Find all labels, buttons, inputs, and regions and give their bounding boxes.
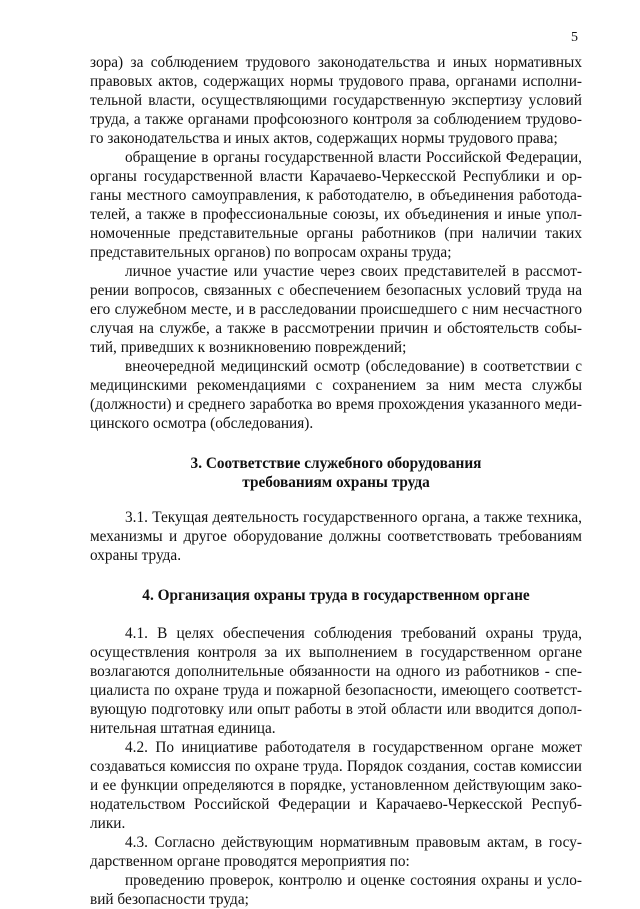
- text-line: органы государственной власти Карачаево-Черкесской Республики и ор-: [90, 168, 582, 185]
- text-line: создаваться комиссия по охране труда. Порядок создания, состав комиссии: [90, 758, 582, 775]
- paragraph-4-3: [90, 833, 582, 871]
- text-line: циалиста по охране труда и пожарной безопасности, имеющего соответст-: [90, 682, 582, 699]
- text-line: личное участие или участие через своих представителей в рассмот-: [125, 263, 582, 280]
- paragraph-medical-examination: [90, 357, 582, 433]
- text-line: ганы местного самоуправления, к работодателю, в объединения работода-: [90, 187, 582, 204]
- text-line: зора) за соблюдением трудового законодательства и иных нормативных: [90, 54, 582, 71]
- text-line: лики.: [90, 815, 126, 832]
- text-line: медицинскими рекомендациями с сохранением за ним места службы: [90, 377, 582, 394]
- text-line: дарственном органе проводятся мероприятия по:: [90, 853, 410, 870]
- text-line: номоченные представительные органы работников (при наличии таких: [90, 225, 582, 242]
- paragraph-3-1: [90, 508, 582, 565]
- text-line: 4.3. Согласно действующим нормативным правовым актам, в госу-: [125, 834, 582, 851]
- heading-line: 4. Организация охраны труда в государственном органе: [142, 587, 530, 604]
- text-line: осуществления контроля за их выполнением в государственном органе: [90, 644, 582, 661]
- text-line: цинского осмотра (обследования).: [90, 415, 314, 432]
- text-line: нительная штатная единица.: [90, 720, 276, 737]
- text-line: вующую подготовку или опыт работы в этой области или вводится допол-: [90, 701, 582, 718]
- section-4-heading: [90, 586, 582, 605]
- text-line: го законодательства и иных актов, содержащих нормы трудового права;: [90, 130, 558, 147]
- text-line: тельной власти, осуществляющими государственную экспертизу условий: [90, 92, 582, 109]
- heading-line: требованиям охраны труда: [242, 474, 430, 491]
- text-line: возлагаются дополнительные обязанности на одного из работников - спе-: [90, 663, 582, 680]
- paragraph-4-1: [90, 624, 582, 738]
- document-body: [90, 53, 582, 909]
- text-line: механизмы и другое оборудование должны соответствовать требованиям: [90, 528, 582, 545]
- paragraph-4-2: [90, 738, 582, 833]
- text-line: 4.2. По инициативе работодателя в государственном органе может: [125, 739, 582, 756]
- text-line: (должности) и среднего заработка во время прохождения указанного меди-: [90, 396, 582, 413]
- text-line: 3.1. Текущая деятельность государственного органа, а также техника,: [125, 509, 582, 526]
- page-number: 5: [571, 30, 578, 45]
- text-line: тий, приведших к возникновению повреждений;: [90, 339, 407, 356]
- text-line: и ее функции определяются в порядке, установленном действующим зако-: [90, 777, 582, 794]
- text-line: проведению проверок, контролю и оценке состояния охраны и усло-: [125, 872, 582, 889]
- text-line: рении вопросов, связанных с обеспечением безопасных условий труда на: [90, 282, 582, 299]
- paragraph-4-3-item-inspections: [90, 871, 582, 909]
- text-line: телей, а также в профессиональные союзы, их объединения и иные упол-: [90, 206, 582, 223]
- text-line: охраны труда.: [90, 547, 182, 564]
- text-line: случая на службе, а также в рассмотрении причин и обстоятельств собы-: [90, 320, 582, 337]
- text-line: вий безопасности труда;: [90, 891, 249, 908]
- text-line: представительных органов) по вопросам охраны труда;: [90, 244, 452, 261]
- text-line: 4.1. В целях обеспечения соблюдения требований охраны труда,: [125, 625, 582, 642]
- text-line: правовых актов, содержащих нормы трудового права, органами исполни-: [90, 73, 582, 90]
- text-line: обращение в органы государственной власти Российской Федерации,: [125, 149, 582, 166]
- text-line: его служебном месте, и в расследовании происшедшего с ним несчастного: [90, 301, 582, 318]
- text-line: внеочередной медицинский осмотр (обследование) в соответствии с: [125, 358, 582, 375]
- text-line: труда, а также органами профсоюзного контроля за соблюдением трудово-: [90, 111, 582, 128]
- paragraph-state-expertise: [90, 53, 582, 148]
- paragraph-appeal-to-authorities: [90, 148, 582, 262]
- text-line: нодательством Российской Федерации и Карачаево-Черкесской Респуб-: [90, 796, 582, 813]
- section-3-heading: [90, 454, 582, 492]
- heading-line: 3. Соответствие служебного оборудования: [190, 455, 482, 472]
- paragraph-personal-participation: [90, 262, 582, 357]
